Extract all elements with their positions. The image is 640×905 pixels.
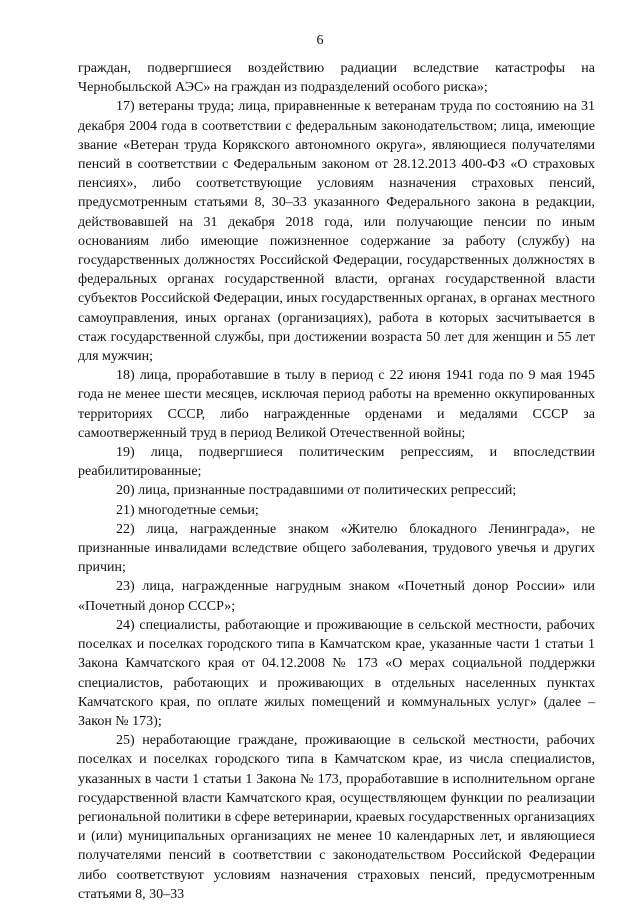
paragraph-continuation: граждан, подвергшиеся воздействию радиации вследствие катастрофы на Чернобыльской АЭС» на граждан из подразделений особого риска»; bbox=[78, 61, 595, 96]
paragraph-item-24: 24) специалисты, работающие и проживающие в сельской местности, рабочих поселках и поселках городского типа в Камчатском крае, указанные части 1 статьи 1 Закона Камчатского края от 04.12.2008 № 173 «О мерах социальной поддержки специалистов, работающих и проживающих в отдельных населенных пунктах Камчатского края, по оплате жилых помещений и коммунальных услуг» (далее – Закон № 173); bbox=[78, 617, 595, 729]
paragraph-item-20: 20) лица, признанные пострадавшими от политических репрессий; bbox=[116, 483, 517, 499]
page-number: 6 bbox=[316, 33, 324, 48]
paragraph-item-25: 25) неработающие граждане, проживающие в сельской местности, рабочих поселках и поселках городского типа в Камчатском крае, из числа специалистов, указанных в части 1 статьи 1 Закона № 173, проработавшие в исполнительном органе государственной власти Камчатского края, осуществляющем функции по реализации региональной политики в сфере ветеринарии, краевых государственных организациях и (или) муниципальных организациях не менее 10 календарных лет, и являющиеся получателями пенсий в соответствии с законодательством Российской Федерации либо соответствуют условиям назначения страховых пенсий, предусмотренным статьями 8, 30–33 bbox=[78, 733, 595, 902]
paragraph-item-23: 23) лица, награжденные нагрудным знаком «Почетный донор России» или «Почетный донор СССР»; bbox=[78, 579, 595, 614]
paragraph-item-17: 17) ветераны труда; лица, приравненные к ветеранам труда по состоянию на 31 декабря 2004 года в соответствии с федеральным законодательством; лица, имеющие звание «Ветеран труда Корякского автономного округа», являющиеся получателями пенсий в соответствии с Федеральным законом от 28.12.2013 400-ФЗ «О страховых пенсиях», либо соответствующие условиям назначения страховых пенсий, предусмотренным статьями 8, 30–33 указанного Федерального закона в редакции, действовавшей на 31 декабря 2018 года, или получающие пенсии по иным основаниям либо имеющие пожизненное содержание за работу (службу) на государственных должностях Российской Федерации, государственных должностях в федеральных органах государственной власти, органах государственной власти субъектов Российской Федерации, иных государственных органах, в органах местного самоуправления, иных органах (организациях), работа в которых засчитывается в стаж государственной службы, при достижении возраста 50 лет для женщин и 55 лет для мужчин; bbox=[78, 99, 596, 365]
paragraph-item-19: 19) лица, подвергшиеся политическим репрессиям, и впоследствии реабилитированные; bbox=[78, 445, 595, 480]
paragraph-item-18: 18) лица, проработавшие в тылу в период с 22 июня 1941 года по 9 мая 1945 года не менее шести месяцев, исключая период работы на временно оккупированных территориях СССР, либо награжденные орденами и медалями СССР за самоотверженный труд в период Великой Отечественной войны; bbox=[78, 368, 595, 441]
paragraph-item-22: 22) лица, награжденные знаком «Жителю блокадного Ленинграда», не признанные инвалидами вследствие общего заболевания, трудового увечья и других причин; bbox=[78, 521, 595, 576]
paragraph-item-21: 21) многодетные семьи; bbox=[116, 502, 259, 518]
document-body bbox=[78, 59, 595, 904]
